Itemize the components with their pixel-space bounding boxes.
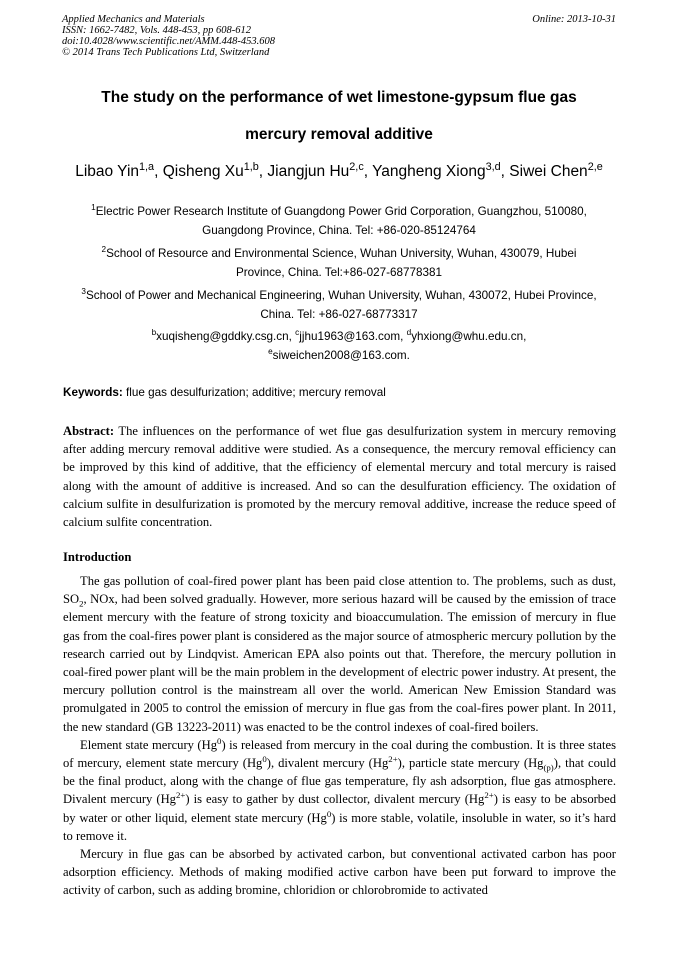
journal-header <box>62 14 616 58</box>
keywords: Keywords: flue gas desulfurization; additive; mercury removal <box>63 386 386 399</box>
affiliation-2: $^2$School of Resource and Environmental Science, Wuhan University, Wuhan, 430079, Hubei Province, China. Tel:+86-027-68778381 <box>101 245 577 279</box>
online-date: Online: 2013-10-31 <box>532 14 616 25</box>
doi-line: doi:10.4028/www.scientific.net/AMM.448-453.608 <box>62 36 275 47</box>
intro-paragraph-2: Element state mercury (Hg$^0$) is released from mercury in the coal during the combustion. It is three states of mercury, element state mercury (Hg$^0$), divalent mercury $(Hg^{2+})$, particle state mercury $(Hg_{(p)})$, that could be the final product, along with the change of flue gas temperature, fly ash adsorption, flue gas atmosphere. Divalent mercury $(Hg^{2+})$ is easy to gather by dust collector, divalent mercury $(Hg^{2+})$ is easy to be absorbed by water or other liquid, element state mercury (Hg$^0$) is more stable, volatile, insoluble in water, so it’s hard to remove it. <box>63 735 617 843</box>
intro-paragraph-1: The gas pollution of coal-fired power plant has been paid close attention to. The problems, such as dust, $SO_2$, NOx, had been solved gradually. However, more serious hazard will be caused by the emission of trace element mercury with the feature of strong toxicity and bioaccumulation. The emission of mercury in flue gas from the coal-fires power plant is considered as the major source of atmospheric mercury pollution by the research carried out by Lindqvist. American EPA also points out that. Therefore, the mercury pollution in coal-fired power plant will be the main problem in the development of electric power industry. At present, the mercury pollution control is the mainstream all over the world. American New Emission Standard was promulgated in 2005 to control the emission of mercury in flue gas from the coal-fires power plant. In 2011, the new standard (GB 13223-2011) was enacted to be the control indexes of coal-fired boilers. <box>63 574 616 734</box>
author-list <box>40 160 638 181</box>
author-1: Libao Yin$^{1,a}$, <box>75 160 163 180</box>
author-4: Yangheng Xiong$^{3,d}$, <box>372 160 510 180</box>
paper-title-line-1: The study on the performance of wet limestone-gypsum flue gas <box>101 89 577 106</box>
paper-title-line-2: mercury removal additive <box>245 126 433 143</box>
introduction-body <box>63 572 616 900</box>
copyright-line: © 2014 Trans Tech Publications Ltd, Switzerland <box>62 47 270 58</box>
affiliation-1: $^1$Electric Power Research Institute of Guangdong Power Grid Corporation, Guangzhou, 510080, Guangdong Province, China. Tel: +86-020-85124764 <box>91 203 587 237</box>
author-5: Siwei Chen$^{2,e}$ <box>509 160 603 180</box>
journal-name: Applied Mechanics and Materials <box>62 14 205 25</box>
affiliation-3: $^3$School of Power and Mechanical Engineering, Wuhan University, Wuhan, 430072, Hubei Province, China. Tel: +86-027-68773317 <box>81 287 597 321</box>
issn-line: ISSN: 1662-7482, Vols. 448-453, pp 608-612 <box>62 25 251 36</box>
intro-paragraph-3: Mercury in flue gas can be absorbed by activated carbon, but conventional activated carbon has poor adsorption efficiency. Methods of making modified active carbon have been put forward to improve the activity of carbon, such as adding bromine, chloridion or chlorobromide to activated <box>63 847 616 898</box>
author-3: Jiangjun Hu$^{2,c}$, <box>267 160 373 180</box>
abstract: Abstract: The influences on the performance of wet flue gas desulfurization system in mercury removing after adding mercury removal additive were studied. As a consequence, the mercury removal efficiency can be improved by this kind of additive, that the efficiency of elemental mercury and total mercury is raised along with the amount of additive is increased. And so can the desulfuration efficiency. The oxidation of calcium sulfite in desulfurization is promoted by the mercury removal additive, increase the reduce speed of calcium sulfite concentration. <box>63 424 616 530</box>
section-heading-introduction: Introduction <box>63 550 132 564</box>
author-emails: $^b$xuqisheng@gddky.csg.cn, $^c$jjhu1963@163.com, $^d$yhxiong@whu.edu.cn, $^e$siweichen2008@163.com. <box>151 328 527 362</box>
author-2: Qisheng Xu$^{1,b}$, <box>162 160 268 180</box>
